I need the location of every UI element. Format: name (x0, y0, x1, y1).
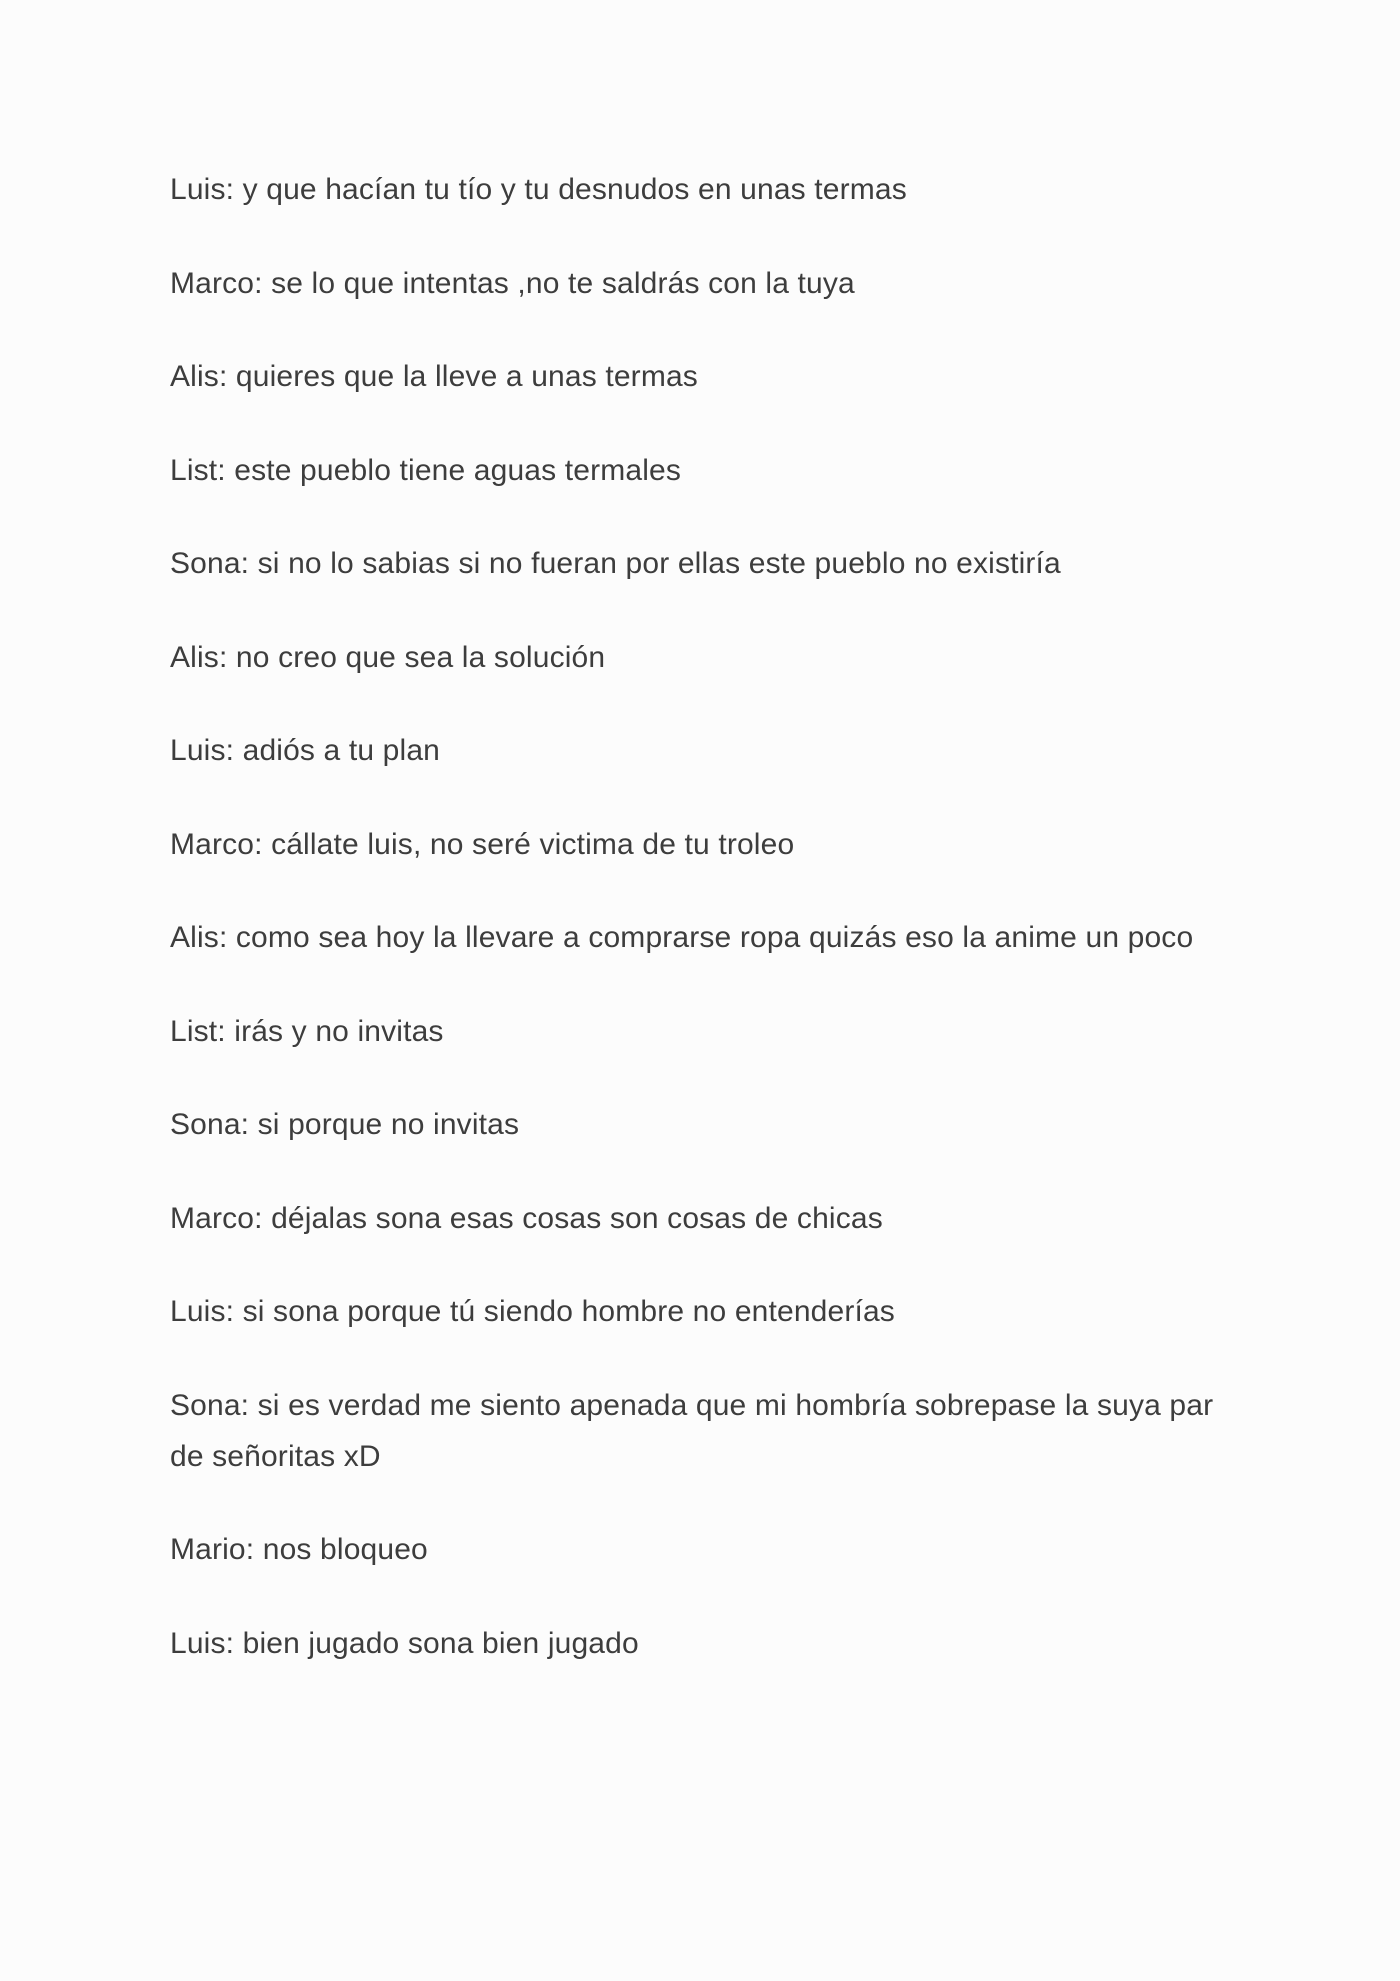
dialogue-list (170, 164, 1230, 1711)
dialogue-line: Luis: si sona porque tú siendo hombre no entenderías (170, 1295, 895, 1328)
dialogue-line: Luis: bien jugado sona bien jugado (170, 1626, 639, 1660)
dialogue-line: Marco: cállate luis, no seré victima de tu troleo (170, 827, 795, 861)
dialogue-line: Sona: si es verdad me siento apenada que mi hombría sobrepase la suya par de señoritas xD (170, 1388, 1214, 1473)
dialogue-line: Sona: si porque no invitas (170, 1108, 520, 1141)
dialogue-line: Mario: nos bloqueo (170, 1533, 428, 1566)
dialogue-line: Marco: déjalas sona esas cosas son cosas de chicas (170, 1201, 883, 1235)
dialogue-line: Alis: como sea hoy la llevare a comprarse ropa quizás eso la anime un poco (170, 921, 1194, 954)
dialogue-line: Alis: no creo que sea la solución (170, 640, 606, 674)
dialogue-line: List: irás y no invitas (170, 1014, 444, 1048)
dialogue-line: Luis: y que hacían tu tío y tu desnudos en unas termas (170, 173, 907, 206)
dialogue-line: Sona: si no lo sabias si no fueran por ellas este pueblo no existiría (170, 547, 1061, 580)
dialogue-line: Luis: adiós a tu plan (170, 734, 441, 767)
dialogue-line: Marco: se lo que intentas ,no te saldrás con la tuya (170, 266, 855, 300)
dialogue-line: List: este pueblo tiene aguas termales (170, 453, 682, 487)
dialogue-line: Alis: quieres que la lleve a unas termas (170, 360, 698, 393)
